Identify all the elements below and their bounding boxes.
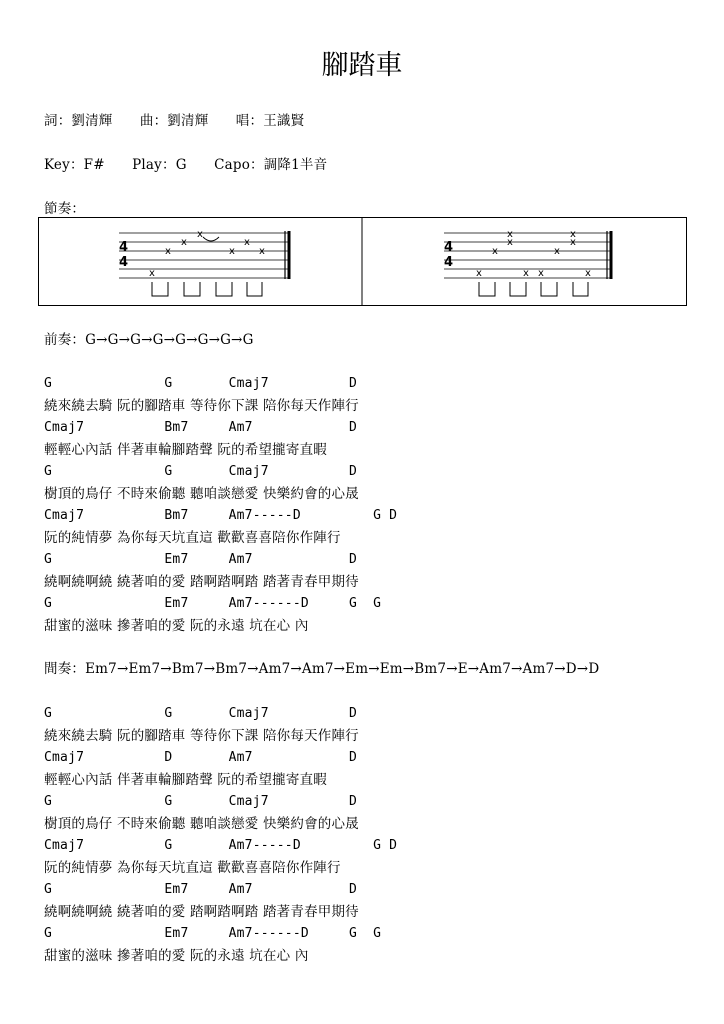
chord-line: G Em7 Am7 D	[44, 882, 358, 897]
tie-slur	[203, 237, 219, 241]
rhythm-label: 節奏：	[44, 201, 86, 217]
lyric-line: 甜蜜的滋味 摻著咱的愛 阮的永遠 坑在心 內	[44, 948, 309, 964]
rhythm-note: x	[181, 237, 187, 248]
right-rhythm-staff	[444, 229, 611, 296]
rhythm-note: x	[570, 237, 576, 248]
rhythm-note: x	[149, 268, 155, 279]
rhythm-note: x	[229, 246, 235, 257]
lyric-line: 阮的純情夢 為你每天坑直這 歡歡喜喜陪你作陣行	[44, 860, 341, 876]
interlude-line: 間奏：Em7→Em7→Bm7→Bm7→Am7→Am7→Em→Em→Bm7→E→Am7→Am7→D→D	[44, 661, 600, 677]
rhythm-note: x	[507, 229, 513, 240]
lyric-line: 輕輕心內話 伴著車輪腳踏聲 阮的希望攏寄直暇	[44, 442, 327, 458]
rhythm-notation	[39, 218, 686, 305]
lyric-line: 繞來繞去騎 阮的腳踏車 等待你下課 陪你每天作陣行	[44, 398, 359, 414]
rhythm-note: x	[244, 237, 250, 248]
credits-line: 詞：劉清輝 曲：劉清輝 唱：王識賢	[44, 113, 305, 129]
lyric-line: 繞啊繞啊繞 繞著咱的愛 踏啊踏啊踏 踏著青春甲期待	[44, 574, 359, 590]
chord-line: G G Cmaj7 D	[44, 794, 358, 809]
time-sig-bottom: 4	[444, 255, 454, 270]
song-title: 腳踏車	[321, 50, 403, 81]
rhythm-note: x	[165, 246, 171, 257]
lyric-line: 繞來繞去騎 阮的腳踏車 等待你下課 陪你每天作陣行	[44, 728, 359, 744]
time-sig-top: 4	[444, 240, 454, 255]
prelude-line: 前奏：G→G→G→G→G→G→G→G	[44, 332, 254, 348]
chord-line: G Em7 Am7------D G G	[44, 596, 382, 611]
rhythm-note: x	[492, 246, 498, 257]
left-rhythm-staff	[119, 229, 289, 296]
rhythm-note: x	[554, 246, 560, 257]
chord-line: Cmaj7 Bm7 Am7-----D G D	[44, 508, 398, 523]
chord-line: Cmaj7 D Am7 D	[44, 750, 358, 765]
lyric-line: 輕輕心內話 伴著車輪腳踏聲 阮的希望攏寄直暇	[44, 772, 327, 788]
time-sig-top: 4	[119, 240, 129, 255]
lyric-line: 樹頂的鳥仔 不時來偷聽 聽咱談戀愛 快樂約會的心晟	[44, 486, 359, 502]
rhythm-note: x	[585, 268, 591, 279]
chord-line: G G Cmaj7 D	[44, 464, 358, 479]
chord-line: G Em7 Am7------D G G	[44, 926, 382, 941]
rhythm-note: x	[197, 229, 203, 240]
rhythm-note: x	[523, 268, 529, 279]
key-line: Key：F# Play：G Capo：調降1半音	[44, 157, 328, 173]
rhythm-note: x	[476, 268, 482, 279]
lyric-line: 阮的純情夢 為你每天坑直這 歡歡喜喜陪你作陣行	[44, 530, 341, 546]
rhythm-notation-box	[38, 217, 687, 306]
chord-line: Cmaj7 G Am7-----D G D	[44, 838, 398, 853]
rhythm-note: x	[507, 237, 513, 248]
rhythm-note: x	[538, 268, 544, 279]
lyric-line: 甜蜜的滋味 摻著咱的愛 阮的永遠 坑在心 內	[44, 618, 309, 634]
lyric-line: 樹頂的鳥仔 不時來偷聽 聽咱談戀愛 快樂約會的心晟	[44, 816, 359, 832]
chord-line: Cmaj7 Bm7 Am7 D	[44, 420, 358, 435]
chord-line: G G Cmaj7 D	[44, 376, 358, 391]
rhythm-note: x	[570, 229, 576, 240]
lyric-line: 繞啊繞啊繞 繞著咱的愛 踏啊踏啊踏 踏著青春甲期待	[44, 904, 359, 920]
time-sig-bottom: 4	[119, 255, 129, 270]
chord-line: G Em7 Am7 D	[44, 552, 358, 567]
chord-line: G G Cmaj7 D	[44, 706, 358, 721]
rhythm-note: x	[259, 246, 265, 257]
